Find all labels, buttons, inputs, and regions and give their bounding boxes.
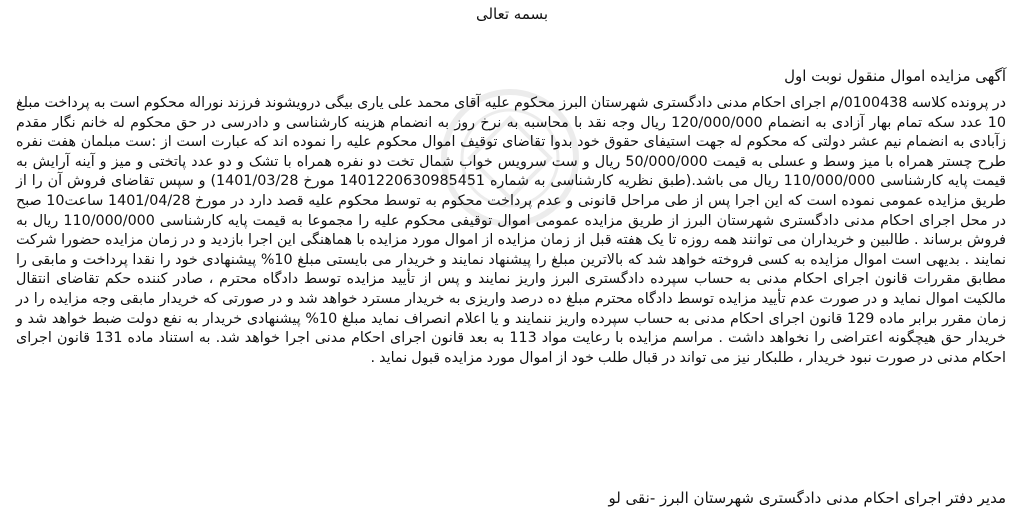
document-heading: بسمه تعالی [475, 5, 549, 23]
notice-body: در پرونده کلاسه 0100438/م اجرای احکام مدنی دادگستری شهرستان البرز محکوم علیه آقای محمد علی یاری بیگی درویشوند فرزند نوراله محکوم است به پرداخت مبلغ 10 عدد سکه تمام بهار آزادی به انضمام 120/000/000 ریال وجه نقد با محاسبه به نرخ روز به انضمام هزینه کارشناسی و دادرسی در حق محکوم له خانم نگار مقدم زآبادی به انضمام نیم عشر دولتی که محکوم له جهت استیفای حقوق خود بدوا تقاضای توقیف اموال محکوم علیه را نموده اند که عبارت است از :ست مبلمان هفت نفره طرح چستر همراه با میز وسط و عسلی به قیمت 50/000/000 ریال و ست سرویس خواب شمال تخت دو نفره همراه با تشک و دو عدد پاتختی و میز و آینه آرایش به قیمت پایه کارشناسی 110/000/000 ریال می باشد.(طبق نظریه کارشناسی به شماره 1401220630985451 مورخ 1401/03/28) و سپس تقاضای فروش آن را از طریق مزایده عمومی نموده است که این اجرا پس از طی مراحل قانونی و عدم پرداخت محکوم به توسط محکوم علیه قصد دارد در مورخ 1401/04/28 ساعت10 صبح در محل اجرای احکام مدنی دادگستری شهرستان البرز از طریق مزایده عمومی اموال توقیفی محکوم علیه را مجموعا به قیمت پایه کارشناسی 110/000/000 ریال به فروش برساند . طالبین و خریداران می توانند همه روزه تا یک هفته قبل از زمان مزایده از اموال مورد مزایده با هماهنگی این اجرا بازدید و در زمان مزایده حضورا شرکت نمایند . بدیهی است اموال مزایده به کسی فروخته خواهد شد که بالاترین مبلغ را پیشنهاد نمایند و خریدار می بایستی مبلغ 10% پیشنهادی خود را نقدا پرداخت و مابقی را مطابق مقررات قانون اجرای احکام مدنی به حساب سپرده دادگستری البرز واریز نمایند و پس از تأیید مزایده توسط دادگاه محترم ، صادر کننده حکم تقاضای انتقال مالکیت اموال نماید و در صورت عدم تأیید مزایده توسط دادگاه محترم مبلغ ده درصد واریزی به خریدار مسترد خواهد شد و در صورتی که خریدار مابقی وجه مزایده را در زمان مقرر برابر ماده 129 قانون اجرای احکام مدنی به حساب سپرده واریز ننمایند و یا اعلام انصراف نماید مبلغ 10% پیشنهادی خریدار به نفع دولت ضبط خواهد شد و خریدار حق هیچگونه اعتراضی را نخواهد داشت . مراسم مزایده با رعایت مواد 113 به بعد قانون اجرای احکام مدنی اجرا خواهد شد. به استناد ماده 131 قانون اجرای احکام مدنی در صورت نبود خریدار ، طلبکار نیز می تواند در قبال طلب خود از اموال مورد مزایده قبول نماید . [16, 95, 1007, 366]
notice-title: آگهی مزایده اموال منقول نوبت اول [784, 67, 1006, 85]
signature-line: مدیر دفتر اجرای احکام مدنی دادگستری شهرستان البرز -نقی لو [608, 489, 1006, 507]
